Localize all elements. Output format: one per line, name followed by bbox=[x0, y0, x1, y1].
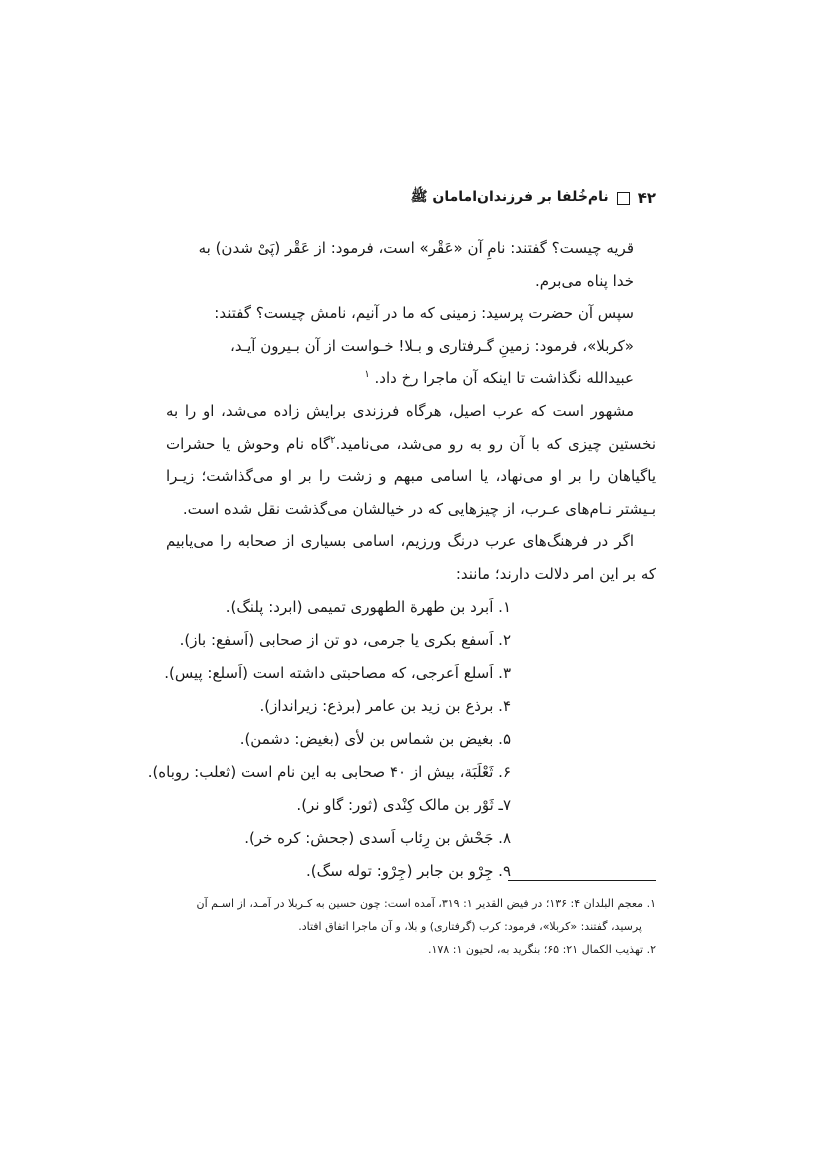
footnote-2: ۲. تهذیب الکمال ۲۱: ۶۵؛ بنگرید به، لحیون ۱: ۱۷۸. bbox=[428, 943, 656, 956]
running-header bbox=[170, 188, 656, 208]
quote-line: قریه چیست؟ گفتند: نامِ آن «عَقْر» است، فرمود: از عَقْر (پَیْ شدن) به bbox=[198, 239, 634, 257]
quote-line: «کربلا»، فرمود: زمینِ گـرفتاری و بـلا! خـواست از آن بـیرون آیـد، bbox=[229, 336, 634, 355]
paragraph-text: مشهور است که عرب اصیل، هرگاه فرزندی برایش زاده می‌شد، او را به نخستین چیزی که با آن رو به رو می‌شد، می‌نامید. bbox=[166, 401, 657, 453]
running-title: نام‌خُلفا بر فرزندان‌امامان ﷺ bbox=[410, 189, 609, 205]
list-item: ۷ـ ثَوْر بن مالک کِنْدی (ثور: گاو نر). bbox=[296, 795, 511, 814]
square-ornament-icon bbox=[617, 192, 630, 205]
footnote-ref: ۲ bbox=[330, 434, 336, 446]
list-item: ۸. جَحْش بن رِئاب اَسدی (جحش: کره خر). bbox=[244, 828, 511, 847]
quoted-narration bbox=[166, 232, 656, 395]
footnotes bbox=[166, 892, 656, 961]
paragraph bbox=[166, 395, 656, 525]
list-item: ۵. بغیض بن شماس بن لأی (بغیض: دشمن). bbox=[239, 729, 511, 748]
list-item: ۴. برذع بن زید بن عامر (برذع: زیرانداز). bbox=[259, 696, 511, 715]
companion-names-list bbox=[147, 591, 656, 888]
list-item: ۱. اَبرد بن طهرة الطهوری تمیمی (ابرد: پلنگ). bbox=[225, 597, 511, 616]
footnote-1-continued: پرسید، گفتند: «کربلا»، فرمود: کرب (گرفتاری) و بلا، و آن ماجرا اتفاق افتاد. bbox=[298, 920, 642, 933]
page-number: ۴۲ bbox=[637, 189, 656, 207]
footnote-separator bbox=[508, 880, 656, 881]
list-item: ۹. جِرْو بن جابر (جِرْو: توله سگ). bbox=[306, 861, 511, 880]
quote-line: خدا پناه می‌برم. bbox=[534, 271, 634, 290]
list-item: ۲. اَسفع بکری یا جرمی، دو تن از صحابی (اَسفع: باز). bbox=[179, 630, 511, 649]
list-item: ۶. ثَعْلَبَة، بیش از ۴۰ صحابی به این نام است (ثعلب: روباه). bbox=[147, 762, 511, 781]
main-text bbox=[147, 232, 657, 888]
quote-line: سپس آن حضرت پرسید: زمینی که ما در آنیم، نامش چیست؟ گفتند: bbox=[214, 304, 634, 323]
paragraph-text: گاه نام وحوش یا حشرات یاگیاهان را بر او می‌نهاد، یا اسامی مبهم و زشت را بر او می‌گذاشت؛ زیـرا بـیشتر نـام‌های عـرب، از چیزهایی که در خیالشان می‌گذشت نقل شده است. bbox=[166, 434, 656, 518]
paragraph: اگر در فرهنگ‌های عرب درنگ ورزیم، اسامی بسیاری از صحابه را می‌یابیم که بر این امر دلالت دارند؛ مانند: bbox=[166, 532, 656, 583]
list-item: ۳. اَسلع اَعرجی، که مصاحبتی داشته است (اَسلع: پیس). bbox=[164, 663, 511, 682]
footnote-1: ۱. معجم البلدان ۴: ۱۳۶؛ در فیض القدیر ۱: ۳۱۹، آمده است: چون حسین به کـربلا در آمـد، از اسـم آن bbox=[196, 897, 656, 910]
quote-text: عبیدالله نگذاشت تا اینکه آن ماجرا رخ داد. bbox=[374, 369, 634, 388]
footnote-ref: ۱ bbox=[364, 369, 370, 381]
quote-line bbox=[166, 362, 634, 395]
